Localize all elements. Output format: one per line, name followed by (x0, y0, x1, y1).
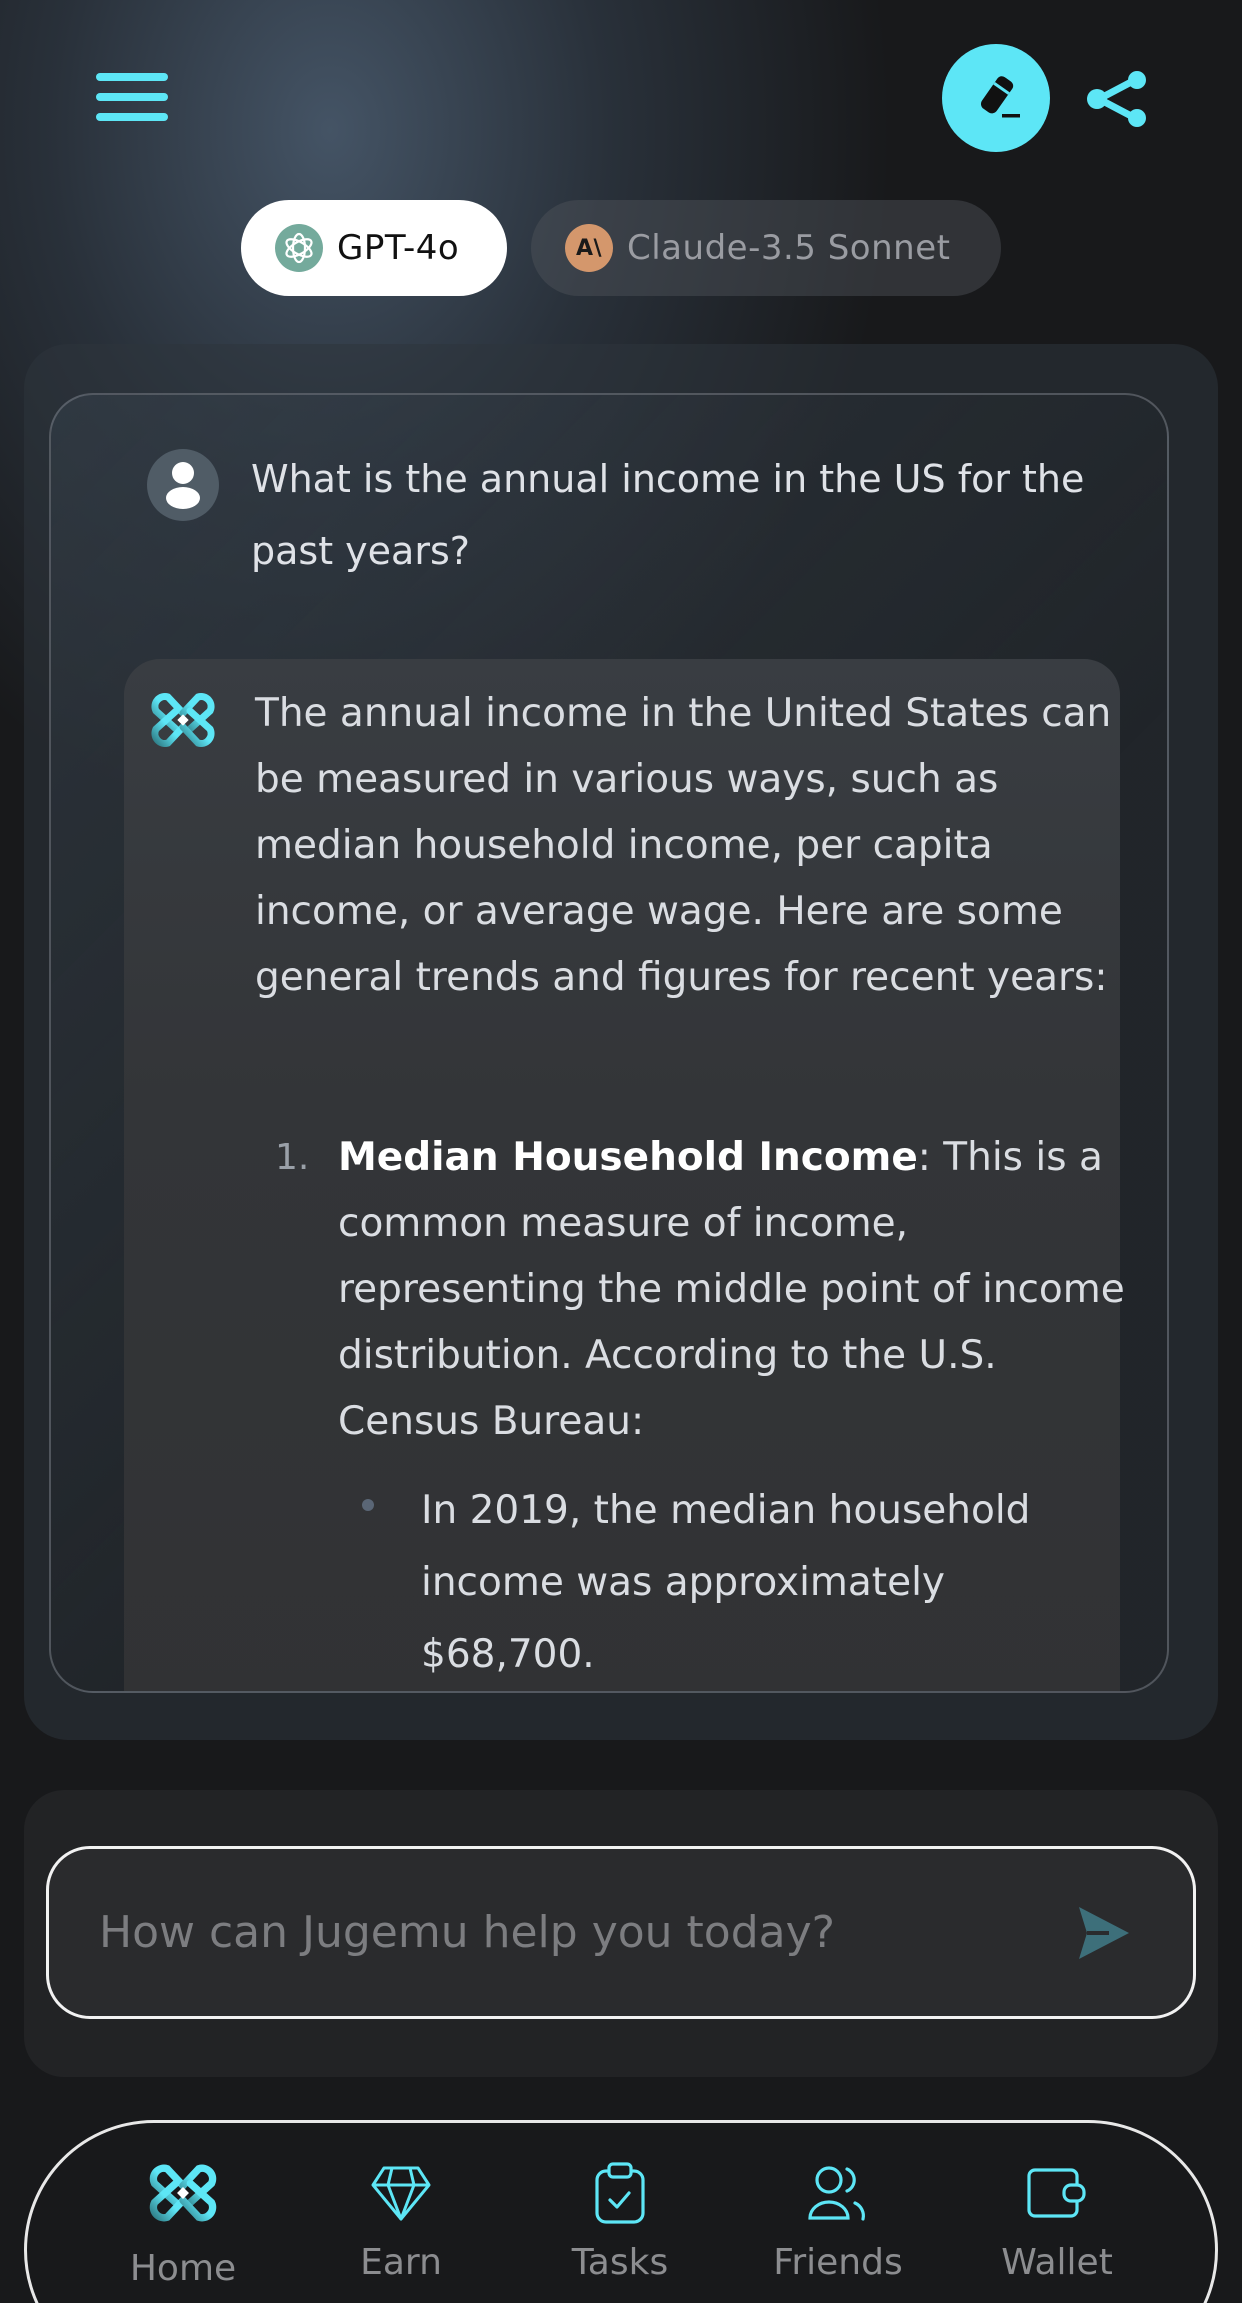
clipboard-check-icon (594, 2162, 646, 2224)
message-input[interactable] (49, 1849, 1063, 2016)
assistant-intro-text: The annual income in the United States can be measured in various ways, such as median household income, per capita income, or average wage. Here are some general trends and figures for recent years: (255, 691, 1112, 1000)
nav-label: Wallet (1001, 2242, 1113, 2283)
model-tab-claude-3-5-sonnet[interactable] (531, 200, 1001, 296)
conversation-scroll-area[interactable] (49, 393, 1169, 1693)
nav-friends[interactable] (748, 2150, 928, 2290)
model-label: Claude-3.5 Sonnet (627, 228, 951, 268)
nav-label: Tasks (571, 2242, 669, 2283)
list-number: 1. (275, 1137, 310, 1178)
assistant-message (124, 659, 1125, 1693)
model-label: GPT-4o (337, 228, 460, 268)
wallet-icon (1026, 2167, 1088, 2219)
new-chat-button[interactable] (942, 44, 1050, 152)
list-item-title: Median Household Income (338, 1135, 918, 1180)
jugemu-logo-icon (146, 683, 220, 757)
bullet-item: In 2019, the median household income was approximately $68,700. (421, 1488, 1031, 1677)
hamburger-menu-icon (96, 73, 168, 81)
bullet-dot-icon (362, 1499, 374, 1511)
list-item-body: : This is a common measure of income, representing the middle point of income distribution. According to the U.S. Census Bureau: (338, 1135, 1125, 1444)
pencil-eraser-icon (968, 70, 1024, 126)
nav-label: Friends (773, 2242, 903, 2283)
nav-earn[interactable] (311, 2150, 491, 2290)
nav-tasks[interactable] (530, 2150, 710, 2290)
send-icon (1073, 1903, 1133, 1963)
model-tab-gpt-4o[interactable] (241, 200, 507, 296)
nav-wallet[interactable] (967, 2150, 1147, 2290)
anthropic-logo-icon: A\ (565, 224, 613, 272)
list-item (338, 1125, 1138, 1455)
nav-label: Home (129, 2248, 237, 2289)
jugemu-logo-icon (144, 2154, 222, 2232)
menu-button[interactable] (96, 73, 168, 123)
user-message-text: What is the annual income in the US for the past years? (251, 457, 1085, 573)
diamond-icon (370, 2165, 432, 2221)
send-button[interactable] (1063, 1893, 1143, 1973)
users-icon (807, 2163, 869, 2223)
nav-home[interactable] (93, 2150, 273, 2290)
nav-label: Earn (360, 2242, 442, 2283)
share-button[interactable] (1085, 70, 1149, 128)
user-icon (163, 460, 203, 510)
user-avatar (147, 449, 219, 521)
composer (46, 1846, 1196, 2019)
share-icon (1085, 70, 1149, 128)
openai-logo-icon (275, 224, 323, 272)
